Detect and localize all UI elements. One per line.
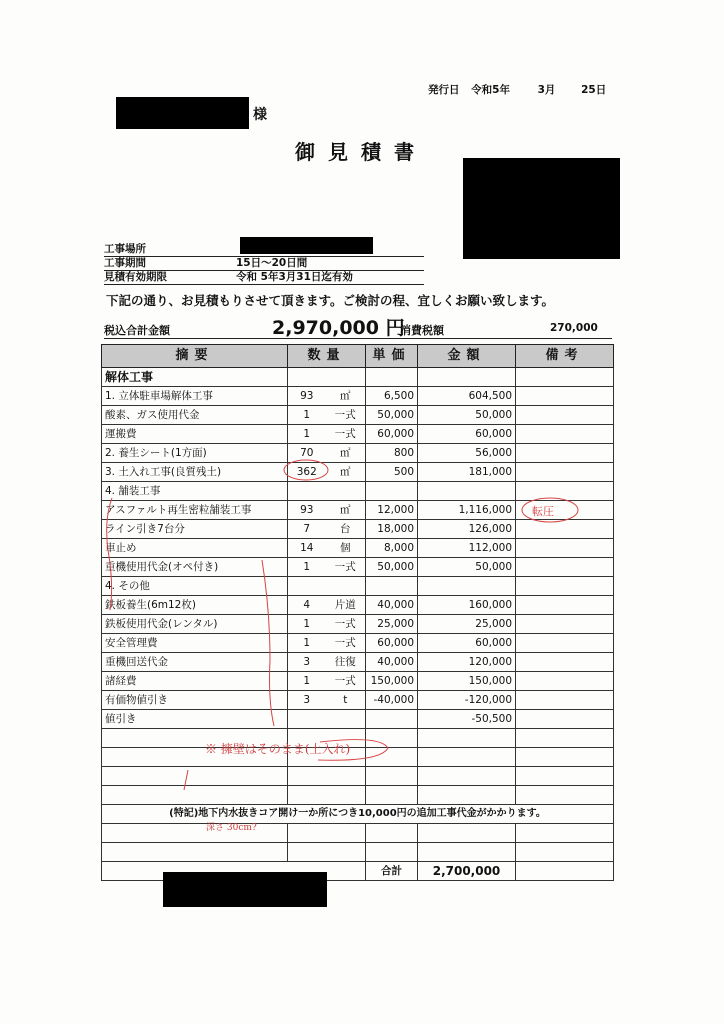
- row-amount: 60,000: [418, 425, 516, 444]
- header-description: 摘要: [102, 345, 288, 368]
- row-unit: 一式: [326, 406, 366, 425]
- row-amount: 150,000: [418, 672, 516, 691]
- row-quantity: 1: [288, 634, 326, 653]
- issue-date-month: 3月: [537, 84, 556, 96]
- recipient-suffix: 様: [253, 107, 267, 123]
- special-note: (特記)地下内水抜きコア開け一か所につき10,000円の追加工事代金がかかります。: [102, 805, 614, 824]
- tax-label: 消費税額: [400, 324, 444, 337]
- section-heading: 解体工事: [102, 368, 288, 387]
- row-amount: 126,000: [418, 520, 516, 539]
- row-amount: 160,000: [418, 596, 516, 615]
- row-unit-price: 60,000: [366, 634, 418, 653]
- row-amount: 1,116,000: [418, 501, 516, 520]
- row-description: 4. その他: [102, 577, 288, 596]
- handwritten-depth-note: 深さ 30cm?: [206, 823, 257, 833]
- row-description: ライン引き7台分: [102, 520, 288, 539]
- row-unit-price: 12,000: [366, 501, 418, 520]
- row-quantity: 1: [288, 406, 326, 425]
- row-description: 鉄板養生(6m12枚): [102, 596, 288, 615]
- info-validity-value: 令和 5年3月31日迄有効: [236, 271, 353, 283]
- row-description: 車止め: [102, 539, 288, 558]
- row-quantity: 362: [288, 463, 326, 482]
- row-unit: ㎥: [326, 463, 366, 482]
- row-quantity: 1: [288, 615, 326, 634]
- row-description: 鉄板使用代金(レンタル): [102, 615, 288, 634]
- row-amount: 60,000: [418, 634, 516, 653]
- pen-stroke: [262, 560, 274, 726]
- intro-note: 下記の通り、お見積もりさせて頂きます。ご検討の程、宜しくお願い致します。: [106, 293, 555, 308]
- row-unit: 一式: [326, 615, 366, 634]
- issue-date-day: 25日: [581, 84, 607, 96]
- row-unit: ㎡: [326, 387, 366, 406]
- row-unit-price: 50,000: [366, 406, 418, 425]
- issue-date-era: 令和5年: [471, 84, 510, 96]
- header-amount: 金額: [418, 345, 516, 368]
- row-description: 運搬費: [102, 425, 288, 444]
- row-unit: 個: [326, 539, 366, 558]
- header-unit-price: 単価: [366, 345, 418, 368]
- row-amount: -120,000: [418, 691, 516, 710]
- row-unit-price: 60,000: [366, 425, 418, 444]
- row-amount: 181,000: [418, 463, 516, 482]
- row-unit-price: 40,000: [366, 596, 418, 615]
- grand-total-label: 合計: [366, 862, 418, 881]
- row-amount: 120,000: [418, 653, 516, 672]
- info-location-label: 工事場所: [104, 243, 146, 255]
- row-quantity: 70: [288, 444, 326, 463]
- pen-stroke: [107, 498, 112, 610]
- row-unit: ㎡: [326, 444, 366, 463]
- row-unit-price: 800: [366, 444, 418, 463]
- row-unit-price: 18,000: [366, 520, 418, 539]
- grand-total-amount: 2,700,000: [418, 862, 516, 881]
- row-quantity: 3: [288, 653, 326, 672]
- info-period-value: 15日～20日間: [236, 257, 308, 269]
- row-description: 重機回送代金: [102, 653, 288, 672]
- header-quantity: 数量: [288, 345, 366, 368]
- row-description: 値引き: [102, 710, 288, 729]
- row-description: 重機使用代金(オペ付き): [102, 558, 288, 577]
- row-unit: 一式: [326, 634, 366, 653]
- row-unit-price: 40,000: [366, 653, 418, 672]
- row-unit: t: [326, 691, 366, 710]
- row-amount: 604,500: [418, 387, 516, 406]
- row-unit-price: 50,000: [366, 558, 418, 577]
- circle-mark: [284, 460, 328, 480]
- row-unit-price: -40,000: [366, 691, 418, 710]
- tax-amount: 270,000: [550, 322, 598, 334]
- row-description: 2. 養生シート(1方面): [102, 444, 288, 463]
- row-description: 1. 立体駐車場解体工事: [102, 387, 288, 406]
- row-quantity: 1: [288, 672, 326, 691]
- total-label: 税込合計金額: [104, 324, 170, 337]
- row-unit: 一式: [326, 425, 366, 444]
- row-quantity: 1: [288, 425, 326, 444]
- row-description: 4. 舗装工事: [102, 482, 288, 501]
- row-description: 有価物値引き: [102, 691, 288, 710]
- row-quantity: 93: [288, 387, 326, 406]
- row-unit: 片道: [326, 596, 366, 615]
- row-unit-price: 25,000: [366, 615, 418, 634]
- row-unit: 往復: [326, 653, 366, 672]
- row-unit: 一式: [326, 672, 366, 691]
- page-title: 御見積書: [295, 140, 427, 164]
- row-amount: 56,000: [418, 444, 516, 463]
- row-amount: 25,000: [418, 615, 516, 634]
- row-quantity: 1: [288, 558, 326, 577]
- row-description: 諸経費: [102, 672, 288, 691]
- row-unit: 台: [326, 520, 366, 539]
- header-remarks: 備考: [516, 345, 614, 368]
- total-amount: 2,970,000 円: [272, 317, 405, 339]
- info-period-label: 工事期間: [104, 257, 146, 269]
- issue-date-label: 発行日: [428, 84, 460, 96]
- row-unit-price: 8,000: [366, 539, 418, 558]
- row-description: 3. 土入れ工事(良質残土): [102, 463, 288, 482]
- info-validity-label: 見積有効期限: [104, 271, 167, 283]
- row-description: アスファルト再生密粒舗装工事: [102, 501, 288, 520]
- row-quantity: 93: [288, 501, 326, 520]
- handwritten-remark: 転圧: [532, 505, 554, 518]
- row-unit-price: 6,500: [366, 387, 418, 406]
- row-amount: 112,000: [418, 539, 516, 558]
- row-description: 安全管理費: [102, 634, 288, 653]
- row-amount: -50,500: [418, 710, 516, 729]
- row-amount: 50,000: [418, 558, 516, 577]
- row-unit: ㎡: [326, 501, 366, 520]
- row-unit-price: 500: [366, 463, 418, 482]
- row-quantity: 14: [288, 539, 326, 558]
- row-quantity: 7: [288, 520, 326, 539]
- row-amount: 50,000: [418, 406, 516, 425]
- row-description: 酸素、ガス使用代金: [102, 406, 288, 425]
- row-unit-price: 150,000: [366, 672, 418, 691]
- handwritten-wall-note: ※ 擁壁はそのまま(土入れ): [205, 742, 351, 756]
- row-quantity: 3: [288, 691, 326, 710]
- row-quantity: 4: [288, 596, 326, 615]
- pen-stroke: [184, 770, 188, 790]
- row-unit: 一式: [326, 558, 366, 577]
